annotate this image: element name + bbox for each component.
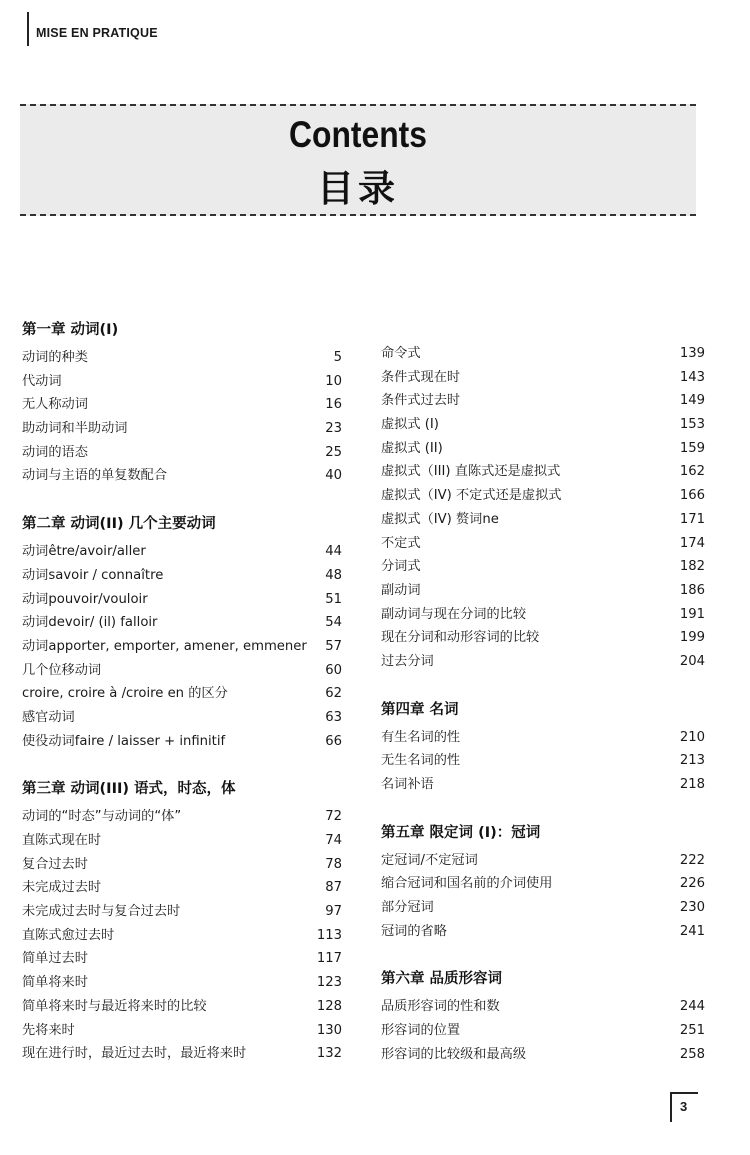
toc-entry-page: 182	[679, 559, 705, 575]
toc-entry-page: 241	[679, 923, 705, 939]
toc-entry-page: 40	[325, 468, 342, 484]
toc-entry	[381, 726, 705, 750]
toc-entry	[381, 872, 705, 896]
toc-entry	[381, 995, 705, 1019]
toc-entry-title: 直陈式现在时	[22, 833, 102, 848]
toc-entry-title: 冠词的省略	[381, 923, 447, 939]
toc-entry	[22, 995, 342, 1019]
toc-entry-title: 形容词的位置	[381, 1023, 461, 1039]
toc-entry-page: 54	[325, 615, 342, 631]
toc-entry	[22, 924, 342, 948]
toc-entry-page: 143	[679, 369, 705, 385]
toc-entry-title: 无生名词的性	[381, 753, 461, 769]
toc-entry-page: 251	[679, 1023, 705, 1039]
toc-entry-page: 174	[679, 535, 705, 551]
toc-entry-page: 63	[325, 709, 342, 725]
toc-entry-title: 未完成过去时	[22, 880, 102, 896]
toc-entry	[22, 1042, 342, 1066]
toc-entry	[22, 346, 342, 370]
toc-entry-title: croire, croire à /croire en 的区分	[22, 686, 228, 702]
toc-entry-title: 虚拟式（III) 直陈式还是虚拟式	[381, 464, 561, 480]
toc-entry-page: 210	[679, 729, 705, 745]
toc-column-left	[22, 320, 342, 1066]
toc-entry	[22, 706, 342, 730]
toc-entry	[381, 579, 705, 603]
toc-entry-title: 动词的语态	[22, 444, 88, 460]
toc-entry	[22, 682, 342, 706]
toc-entry-page: 128	[316, 998, 342, 1014]
toc-entry-title: 感官动词	[22, 709, 75, 725]
toc-entry-title: 分词式	[381, 559, 421, 575]
toc-entry-title: 形容词的比较级和最高级	[381, 1046, 527, 1062]
toc-entry	[22, 393, 342, 417]
toc-entry-title: 虚拟式（IV) 不定式还是虚拟式	[381, 488, 562, 504]
toc-entry	[22, 588, 342, 612]
toc-entry-title: 动词devoir/ (il) falloir	[22, 615, 158, 631]
chapter-heading: 第三章 动词(III) 语式，时态，体	[22, 781, 236, 798]
chapter-heading: 第四章 名词	[381, 701, 459, 718]
toc-entry	[381, 366, 705, 390]
toc-entry-page: 57	[325, 638, 342, 654]
toc-entry-page: 16	[325, 397, 342, 413]
toc-entry-page: 62	[325, 686, 342, 702]
toc-entry	[381, 508, 705, 532]
toc-entry-page: 222	[679, 852, 705, 868]
toc-entry-page: 139	[679, 346, 705, 361]
toc-entry	[381, 1019, 705, 1043]
toc-entry-title: 现在进行时，最近过去时，最近将来时	[22, 1046, 247, 1062]
section-gap	[22, 753, 342, 779]
toc-entry-page: 132	[316, 1046, 342, 1062]
toc-entry-page: 87	[325, 880, 342, 896]
toc-entry-title: 定冠词/不定冠词	[381, 852, 478, 868]
toc-entry-title: 部分冠词	[381, 900, 434, 916]
toc-entry-title: 有生名词的性	[381, 729, 461, 745]
toc-entry	[381, 484, 705, 508]
toc-entry	[381, 460, 705, 484]
toc-entry-page: 60	[325, 662, 342, 678]
toc-entry	[22, 635, 342, 659]
toc-entry-page: 191	[679, 606, 705, 622]
toc-entry	[22, 659, 342, 683]
toc-entry-title: 条件式过去时	[381, 393, 461, 409]
toc-entry-page: 171	[679, 511, 705, 527]
toc-entry-page: 5	[333, 350, 342, 365]
toc-entry	[22, 876, 342, 900]
toc-entry	[381, 749, 705, 773]
toc-entry-page: 113	[316, 927, 342, 943]
toc-entry-title: 无人称动词	[22, 397, 88, 413]
page-number: 3	[680, 1099, 688, 1114]
toc-entry-page: 25	[325, 444, 342, 460]
section-gap	[381, 674, 705, 700]
toc-entry-page: 51	[325, 591, 342, 607]
section-gap	[22, 488, 342, 514]
toc-entry	[22, 540, 342, 564]
toc-entry	[22, 805, 342, 829]
toc-entry	[22, 417, 342, 441]
toc-entry-page: 226	[679, 876, 705, 892]
toc-entry	[381, 650, 705, 674]
toc-entry-page: 162	[679, 464, 705, 480]
toc-entry-page: 149	[679, 393, 705, 409]
toc-entry-title: 动词apporter, emporter, amener, emmener	[22, 638, 307, 654]
page-title-chinese: 目录	[317, 167, 399, 210]
toc-entry	[381, 389, 705, 413]
toc-entry-page: 159	[679, 440, 705, 456]
toc-entry-title: 简单将来时与最近将来时的比较	[22, 998, 207, 1014]
running-head: MISE EN PRATIQUE	[36, 26, 158, 40]
chapter-heading: 第二章 动词(II) 几个主要动词	[22, 516, 216, 533]
toc-entry	[381, 920, 705, 944]
toc-entry	[381, 437, 705, 461]
toc-entry-page: 218	[679, 777, 705, 792]
toc-entry-title: 动词的“时态”与动词的“体”	[22, 809, 182, 825]
toc-column-right	[381, 342, 705, 1067]
toc-entry-title: 使役动词faire / laisser + infinitif	[22, 733, 226, 749]
toc-entry-title: 副动词	[381, 582, 421, 598]
toc-entry-page: 48	[325, 567, 342, 583]
toc-entry-page: 213	[679, 753, 705, 769]
toc-entry-title: 动词être/avoir/aller	[22, 544, 146, 560]
toc-entry-title: 品质形容词的性和数	[381, 999, 500, 1015]
toc-entry	[381, 532, 705, 556]
toc-entry-page: 97	[325, 904, 342, 920]
toc-entry	[22, 730, 342, 754]
toc-entry-page: 23	[325, 421, 342, 437]
toc-entry-page: 204	[679, 653, 705, 669]
toc-entry-title: 代动词	[22, 373, 62, 389]
toc-entry-title: 复合过去时	[22, 856, 88, 872]
toc-entry	[381, 849, 705, 873]
toc-entry-title: 名词补语	[381, 777, 434, 792]
toc-entry-title: 命令式	[381, 346, 421, 361]
toc-entry-title: 不定式	[381, 535, 421, 551]
section-gap	[381, 943, 705, 969]
toc-entry	[381, 626, 705, 650]
section-gap	[381, 797, 705, 823]
toc-entry	[22, 464, 342, 488]
toc-entry-title: 简单过去时	[22, 951, 88, 967]
toc-entry	[22, 370, 342, 394]
toc-entry-page: 10	[325, 373, 342, 389]
toc-entry	[381, 342, 705, 366]
header-rule	[27, 12, 29, 46]
toc-entry	[22, 947, 342, 971]
toc-entry-page: 230	[679, 900, 705, 916]
toc-entry	[22, 611, 342, 635]
toc-entry-title: 过去分词	[381, 653, 434, 669]
toc-entry	[381, 896, 705, 920]
toc-entry-page: 258	[679, 1046, 705, 1062]
chapter-heading: 第六章 品质形容词	[381, 971, 503, 988]
title-band	[20, 104, 696, 216]
toc-entry	[22, 564, 342, 588]
toc-entry-title: 几个位移动词	[22, 662, 102, 678]
toc-entry	[381, 1043, 705, 1067]
toc-entry-page: 66	[325, 733, 342, 749]
toc-entry-title: 动词savoir / connaître	[22, 567, 164, 583]
toc-entry-title: 动词pouvoir/vouloir	[22, 591, 148, 607]
toc-entry-title: 动词与主语的单复数配合	[22, 468, 168, 484]
toc-entry-title: 动词的种类	[22, 350, 88, 365]
toc-entry-title: 先将来时	[22, 1022, 75, 1038]
toc-entry-title: 副动词与现在分词的比较	[381, 606, 527, 622]
toc-entry-page: 199	[679, 630, 705, 646]
toc-entry-page: 74	[325, 833, 342, 848]
toc-entry-page: 123	[316, 975, 342, 991]
toc-entry-page: 130	[316, 1022, 342, 1038]
toc-entry-title: 虚拟式（IV) 赘词ne	[381, 511, 499, 527]
toc-entry-title: 简单将来时	[22, 975, 88, 991]
toc-entry-title: 现在分词和动形容词的比较	[381, 630, 540, 646]
toc-entry-page: 72	[325, 809, 342, 825]
toc-entry-page: 244	[679, 999, 705, 1015]
page-title: Contents	[289, 114, 427, 155]
toc-entry	[22, 971, 342, 995]
toc-entry	[381, 555, 705, 579]
toc-entry-title: 虚拟式 (II)	[381, 440, 443, 456]
toc-entry-page: 186	[679, 582, 705, 598]
toc-entry-page: 117	[316, 951, 342, 967]
toc-entry-title: 直陈式愈过去时	[22, 927, 115, 943]
toc-entry-title: 缩合冠词和国名前的介词使用	[381, 876, 553, 892]
toc-entry	[22, 829, 342, 853]
toc-entry-page: 153	[679, 417, 705, 433]
toc-entry-page: 166	[679, 488, 705, 504]
toc-entry	[22, 853, 342, 877]
toc-entry-title: 虚拟式 (I)	[381, 417, 439, 433]
toc-entry-page: 44	[325, 544, 342, 560]
toc-entry	[381, 603, 705, 627]
toc-entry-page: 78	[325, 856, 342, 872]
toc-entry	[381, 413, 705, 437]
toc-entry-title: 助动词和半助动词	[22, 421, 128, 437]
toc-entry	[22, 1019, 342, 1043]
chapter-heading: 第一章 动词(I)	[22, 322, 119, 338]
toc-entry-title: 条件式现在时	[381, 369, 461, 385]
chapter-heading: 第五章 限定词 (I)：冠词	[381, 824, 541, 841]
toc-entry	[22, 441, 342, 465]
toc-entry	[381, 773, 705, 797]
toc-entry-title: 未完成过去时与复合过去时	[22, 904, 181, 920]
toc-entry	[22, 900, 342, 924]
